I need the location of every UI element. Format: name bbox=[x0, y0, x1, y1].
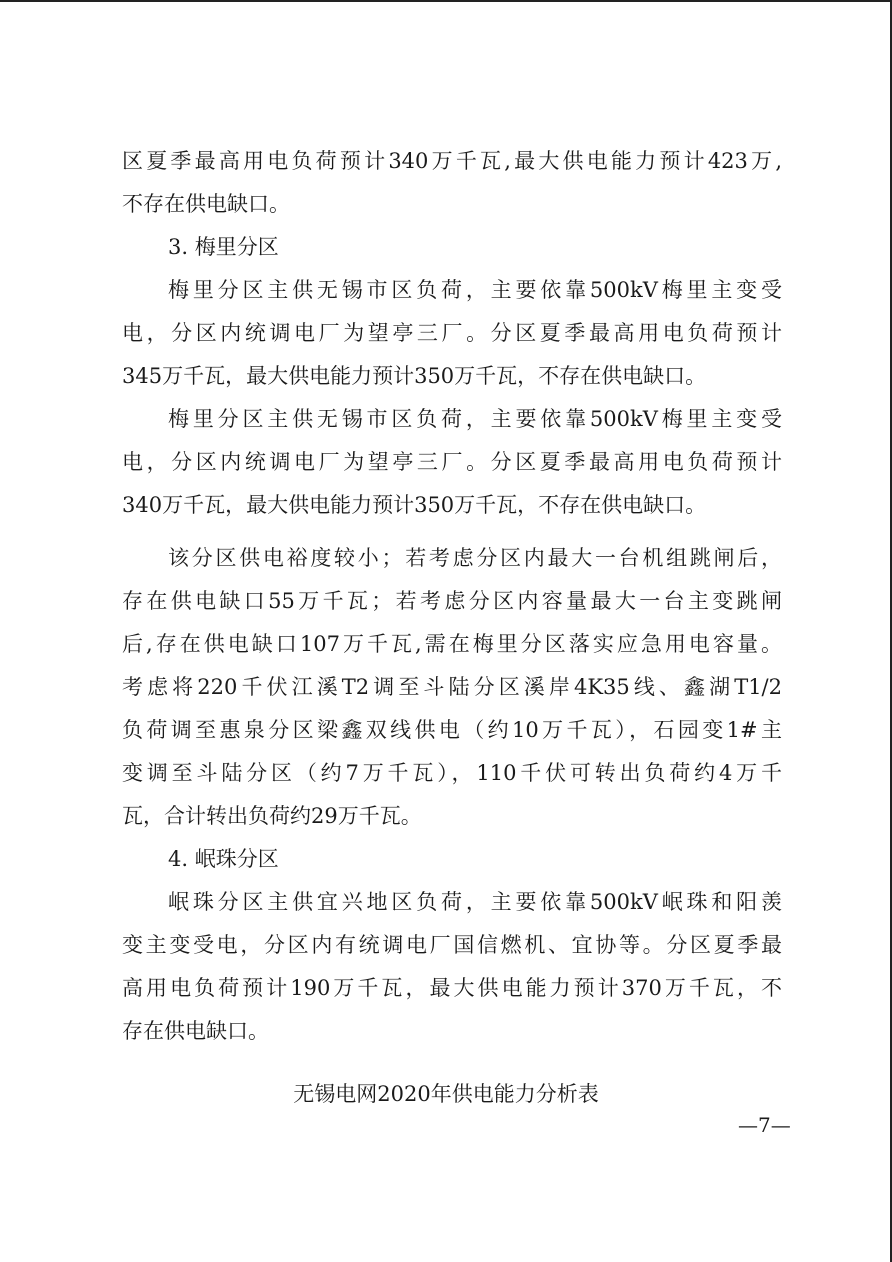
text-line: 电，分区内统调电厂为望亭三厂。分区夏季最高用电负荷预计 bbox=[122, 321, 782, 345]
text-line: 梅里分区主供无锡市区负荷，主要依靠500kV梅里主变受 bbox=[168, 278, 782, 302]
text-line: 不存在供电缺口。 bbox=[122, 192, 290, 216]
text-line: 后,存在供电缺口107万千瓦,需在梅里分区落实应急用电容量。 bbox=[122, 632, 782, 656]
text-line: 变调至斗陆分区（约7万千瓦），110千伏可转出负荷约4万千 bbox=[122, 761, 782, 785]
text-line: 该分区供电裕度较小；若考虑分区内最大一台机组跳闸后， bbox=[168, 546, 782, 570]
text-line: 负荷调至惠泉分区梁鑫双线供电（约10万千瓦），石园变1#主 bbox=[122, 718, 782, 742]
paragraph-continuation bbox=[122, 140, 782, 226]
paragraph-gap bbox=[122, 527, 782, 537]
text-line: 存在供电缺口。 bbox=[122, 1019, 269, 1043]
text-line: 存在供电缺口55万千瓦；若考虑分区内容量最大一台主变跳闸 bbox=[122, 589, 782, 613]
text-line: 电，分区内统调电厂为望亭三厂。分区夏季最高用电负荷预计 bbox=[122, 450, 782, 474]
page-top-border bbox=[0, 0, 892, 2]
table-caption: 无锡电网2020年供电能力分析表 bbox=[293, 1082, 599, 1106]
text-line: 区夏季最高用电负荷预计340万千瓦,最大供电能力预计423万, bbox=[122, 149, 782, 173]
text-line: 瓦，合计转出负荷约29万千瓦。 bbox=[122, 804, 422, 828]
text-line: 高用电负荷预计190万千瓦，最大供电能力预计370万千瓦，不 bbox=[122, 976, 782, 1000]
text-line: 345万千瓦，最大供电能力预计350万千瓦，不存在供电缺口。 bbox=[122, 364, 707, 388]
text-line: 340万千瓦，最大供电能力预计350万千瓦，不存在供电缺口。 bbox=[122, 493, 707, 517]
paragraph-meili-margin bbox=[122, 537, 782, 838]
text-line: 变主变受电，分区内有统调电厂国信燃机、宜协等。分区夏季最 bbox=[122, 933, 782, 957]
section-heading-minzhu: 4. 岷珠分区 bbox=[168, 847, 279, 871]
section-heading-meili: 3. 梅里分区 bbox=[168, 235, 279, 259]
paragraph-minzhu bbox=[122, 881, 782, 1053]
page-number: —7— bbox=[738, 1113, 791, 1137]
paragraph-meili-1 bbox=[122, 269, 782, 398]
text-line: 梅里分区主供无锡市区负荷，主要依靠500kV梅里主变受 bbox=[168, 407, 782, 431]
text-line: 考虑将220千伏江溪T2调至斗陆分区溪岸4K35线、鑫湖T1/2 bbox=[122, 675, 782, 699]
document-body bbox=[122, 140, 782, 1053]
paragraph-meili-2 bbox=[122, 398, 782, 527]
text-line: 岷珠分区主供宜兴地区负荷，主要依靠500kV岷珠和阳羡 bbox=[168, 890, 782, 914]
